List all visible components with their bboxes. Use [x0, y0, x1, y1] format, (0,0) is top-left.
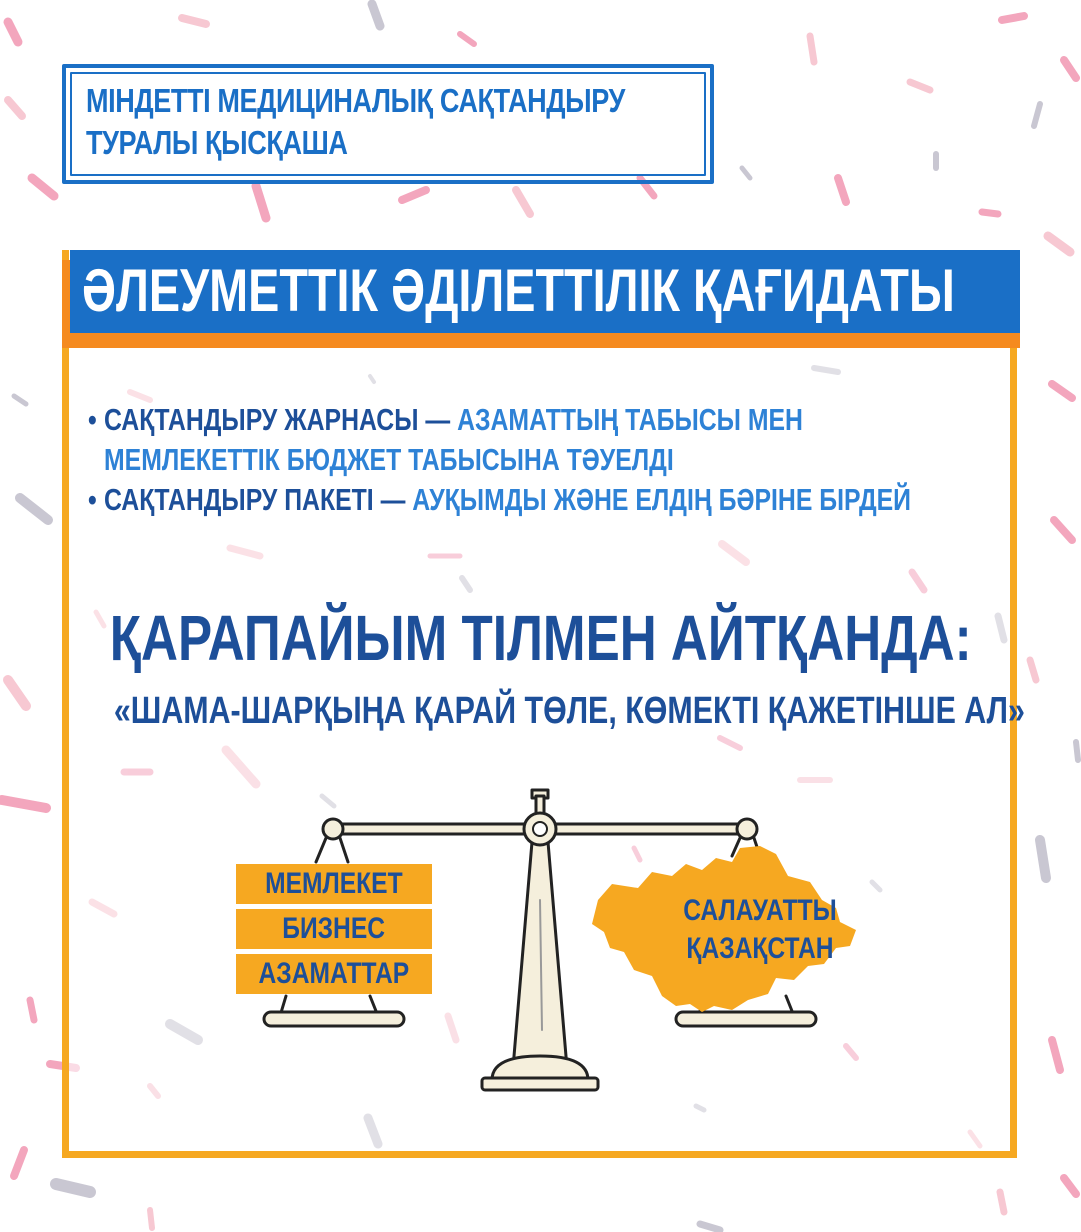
plate-citizens: [236, 954, 432, 994]
slogan-heading-text: ҚАРАПАЙЫМ ТІЛМЕН АЙТҚАНДА:: [109, 602, 972, 674]
stamp-title-line1: МІНДЕТТІ МЕДИЦИНАЛЫҚ САҚТАНДЫРУ: [86, 82, 625, 119]
scale-left-pan: [264, 1012, 404, 1026]
bullet-item-contribution-cont: [88, 440, 832, 480]
healthy-kazakhstan-line2: ҚАЗАҚСТАН: [686, 932, 834, 965]
title-banner: [70, 250, 1020, 333]
plate-business-label: БИЗНЕС: [282, 912, 386, 945]
bullet-text: АЗАМАТТЫҢ ТАБЫСЫ МЕН: [457, 402, 803, 437]
plate-state-label: МЕМЛЕКЕТ: [265, 867, 403, 900]
scale-left-pivot: [323, 819, 343, 839]
bullet-dot: •: [88, 482, 97, 517]
scale-right-pan: [676, 1012, 816, 1026]
scale-base: [492, 1056, 588, 1080]
bullet-label: САҚТАНДЫРУ ЖАРНАСЫ —: [104, 402, 451, 437]
bullet-dot: •: [88, 402, 97, 437]
stamp-title-line2: ТУРАЛЫ ҚЫСҚАША: [86, 124, 348, 161]
bullet-item-contribution: [88, 400, 832, 440]
healthy-kazakhstan-line1: САЛАУАТТЫ: [683, 894, 837, 927]
plate-business: [236, 909, 432, 949]
healthy-kazakhstan-label: [640, 892, 880, 968]
bullet-item-package: [88, 480, 911, 520]
plate-citizens-label: АЗАМАТТАР: [258, 957, 410, 990]
bullet-label: САҚТАНДЫРУ ПАКЕТІ —: [104, 482, 406, 517]
slogan-heading: [0, 600, 1081, 676]
bullet-text: МЕМЛЕКЕТТІК БЮДЖЕТ ТАБЫСЫНА ТӘУЕЛДІ: [104, 442, 674, 477]
banner-title: ӘЛЕУМЕТТІК ӘДІЛЕТТІЛІК ҚАҒИДАТЫ: [82, 257, 955, 324]
slogan-quote: [0, 688, 1081, 734]
scale-right-pivot: [737, 819, 757, 839]
slogan-quote-text: «ШАМА-ШАРҚЫҢА ҚАРАЙ ТӨЛЕ, КӨМЕКТІ ҚАЖЕТІНШЕ АЛ»: [113, 690, 1025, 732]
plate-state: [236, 864, 432, 904]
bullet-list: [88, 400, 1018, 520]
bullet-text: АУҚЫМДЫ ЖӘНЕ ЕЛДІҢ БӘРІНЕ БІРДЕЙ: [412, 482, 911, 517]
